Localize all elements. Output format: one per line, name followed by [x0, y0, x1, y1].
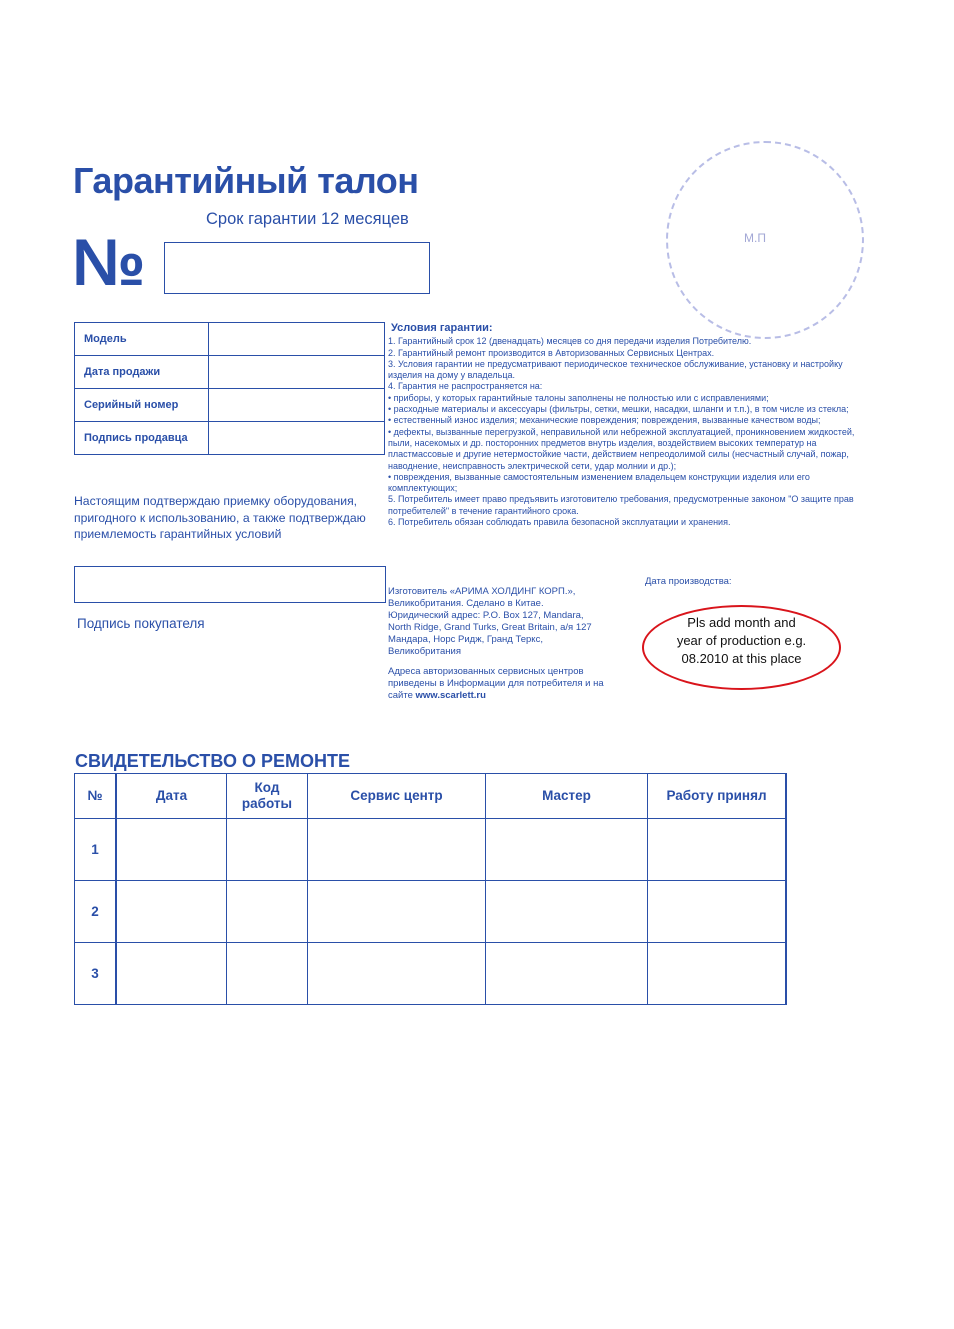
info-row-seller-signature: [75, 422, 385, 455]
repair-section-title: СВИДЕТЕЛЬСТВО О РЕМОНТЕ: [75, 751, 350, 771]
master-cell[interactable]: [486, 943, 648, 1005]
date-cell[interactable]: [116, 819, 227, 881]
production-date-label: Дата производства:: [645, 576, 732, 587]
terms-item: 6. Потребитель обязан соблюдать правила безопасной эксплуатации и хранения.: [388, 517, 731, 528]
row-number: 2: [75, 881, 117, 943]
row-number: 3: [75, 943, 117, 1005]
production-note-text: Pls add month and year of production e.g. 08.2010 at this place: [676, 615, 807, 666]
terms-heading: Условия гарантии:: [391, 322, 493, 334]
buyer-signature-field[interactable]: [74, 566, 386, 603]
terms-item: 2. Гарантийный ремонт производится в Авторизованных Сервисных Центрах.: [388, 347, 715, 358]
repair-header-row: [75, 774, 787, 819]
terms-item: 4. Гарантия не распространяется на:: [388, 381, 543, 392]
terms-item: • естественный износ изделия; механические повреждения; повреждения, вызванные качеством воды;: [388, 415, 821, 426]
repair-row: [75, 943, 787, 1005]
model-field[interactable]: [209, 323, 385, 356]
info-row-sale-date: [75, 356, 385, 389]
field-label: Серийный номер: [75, 389, 209, 422]
master-cell[interactable]: [486, 819, 648, 881]
col-header-master: Мастер: [486, 774, 648, 819]
info-row-model: [75, 323, 385, 356]
confirmation-text: Настоящим подтверждаю приемку оборудования, пригодного к использованию, а также подтверждаю приемлемость гарантийных условий: [74, 494, 366, 541]
col-header-number: №: [75, 774, 117, 819]
repair-row: [75, 819, 787, 881]
product-info-table: [74, 322, 385, 455]
field-label: Модель: [75, 323, 209, 356]
serial-number-field[interactable]: [209, 389, 385, 422]
field-label: Подпись продавца: [75, 422, 209, 455]
terms-item: 3. Условия гарантии не предусматривают периодическое техническое обслуживание, установку и настройку изделия на дому у владельца.: [388, 358, 843, 381]
number-sign: №: [72, 225, 143, 299]
terms-item: • приборы, у которых гарантийные талоны заполнены не полностью или с исправлениями;: [388, 392, 769, 403]
sale-date-field[interactable]: [209, 356, 385, 389]
work-code-cell[interactable]: [227, 943, 308, 1005]
accepted-by-cell[interactable]: [648, 819, 787, 881]
seller-signature-field[interactable]: [209, 422, 385, 455]
date-cell[interactable]: [116, 881, 227, 943]
warranty-terms: [388, 323, 874, 528]
buyer-signature-caption: Подпись покупателя: [77, 616, 205, 631]
accepted-by-cell[interactable]: [648, 943, 787, 1005]
row-number: 1: [75, 819, 117, 881]
col-header-service-center: Сервис центр: [308, 774, 486, 819]
info-row-serial: [75, 389, 385, 422]
terms-item: • повреждения, вызванные самостоятельным изменением владельцем конструкции изделия или его комплектующих;: [388, 471, 810, 494]
terms-item: • дефекты, вызванные перегрузкой, неправильной или небрежной эксплуатацией, проникновением жидкостей, пыли, насекомых и др. посторонних предметов внутрь изделия, воздействием высоких температур на пластмассовые и другие нетермостойкие части, действием непреодолимой силы (несчастный случай, пожар, наводнение, неисправность электрической сети, удар молнии и др.);: [388, 426, 855, 471]
date-cell[interactable]: [116, 943, 227, 1005]
col-header-accepted-by: Работу принял: [648, 774, 787, 819]
terms-item: 5. Потребитель имеет право предъявить изготовителю требования, предусмотренные законом "О защите прав потребителей" в течение гарантийного срока.: [388, 494, 854, 516]
manufacturer-info: Изготовитель «АРИМА ХОЛДИНГ КОРП.», Великобритания. Сделано в Китае. Юридический адрес: P.O. Box 127, Mandara, North Ridge, Grand Turks, Great Britain, а/я 127 Мандара, Норс Ридж, Гранд Теркс, Великобритания: [388, 586, 592, 658]
work-code-cell[interactable]: [227, 881, 308, 943]
stamp-label: М.П: [744, 231, 766, 245]
repair-row: [75, 881, 787, 943]
website-link[interactable]: www.scarlett.ru: [415, 690, 486, 702]
accepted-by-cell[interactable]: [648, 881, 787, 943]
terms-item: • расходные материалы и аксессуары (фильтры, сетки, мешки, насадки, шланги и т.п.), в том числе из стекла;: [388, 404, 849, 415]
service-center-cell[interactable]: [308, 943, 486, 1005]
warranty-period: Срок гарантии 12 месяцев: [206, 210, 409, 228]
repair-table: [74, 773, 787, 1005]
master-cell[interactable]: [486, 881, 648, 943]
page-title: Гарантийный талон: [73, 160, 419, 201]
terms-item: 1. Гарантийный срок 12 (двенадцать) месяцев со дня передачи изделия Потребителю.: [388, 336, 752, 347]
col-header-work-code: Код работы: [227, 774, 308, 819]
service-centers-text: Адреса авторизованных сервисных центров приведены в Информации для потребителя и на сайте: [388, 666, 604, 702]
service-centers-info: [388, 666, 638, 702]
service-center-cell[interactable]: [308, 881, 486, 943]
col-header-date: Дата: [116, 774, 227, 819]
work-code-cell[interactable]: [227, 819, 308, 881]
service-center-cell[interactable]: [308, 819, 486, 881]
field-label: Дата продажи: [75, 356, 209, 389]
coupon-number-field[interactable]: [164, 242, 430, 294]
